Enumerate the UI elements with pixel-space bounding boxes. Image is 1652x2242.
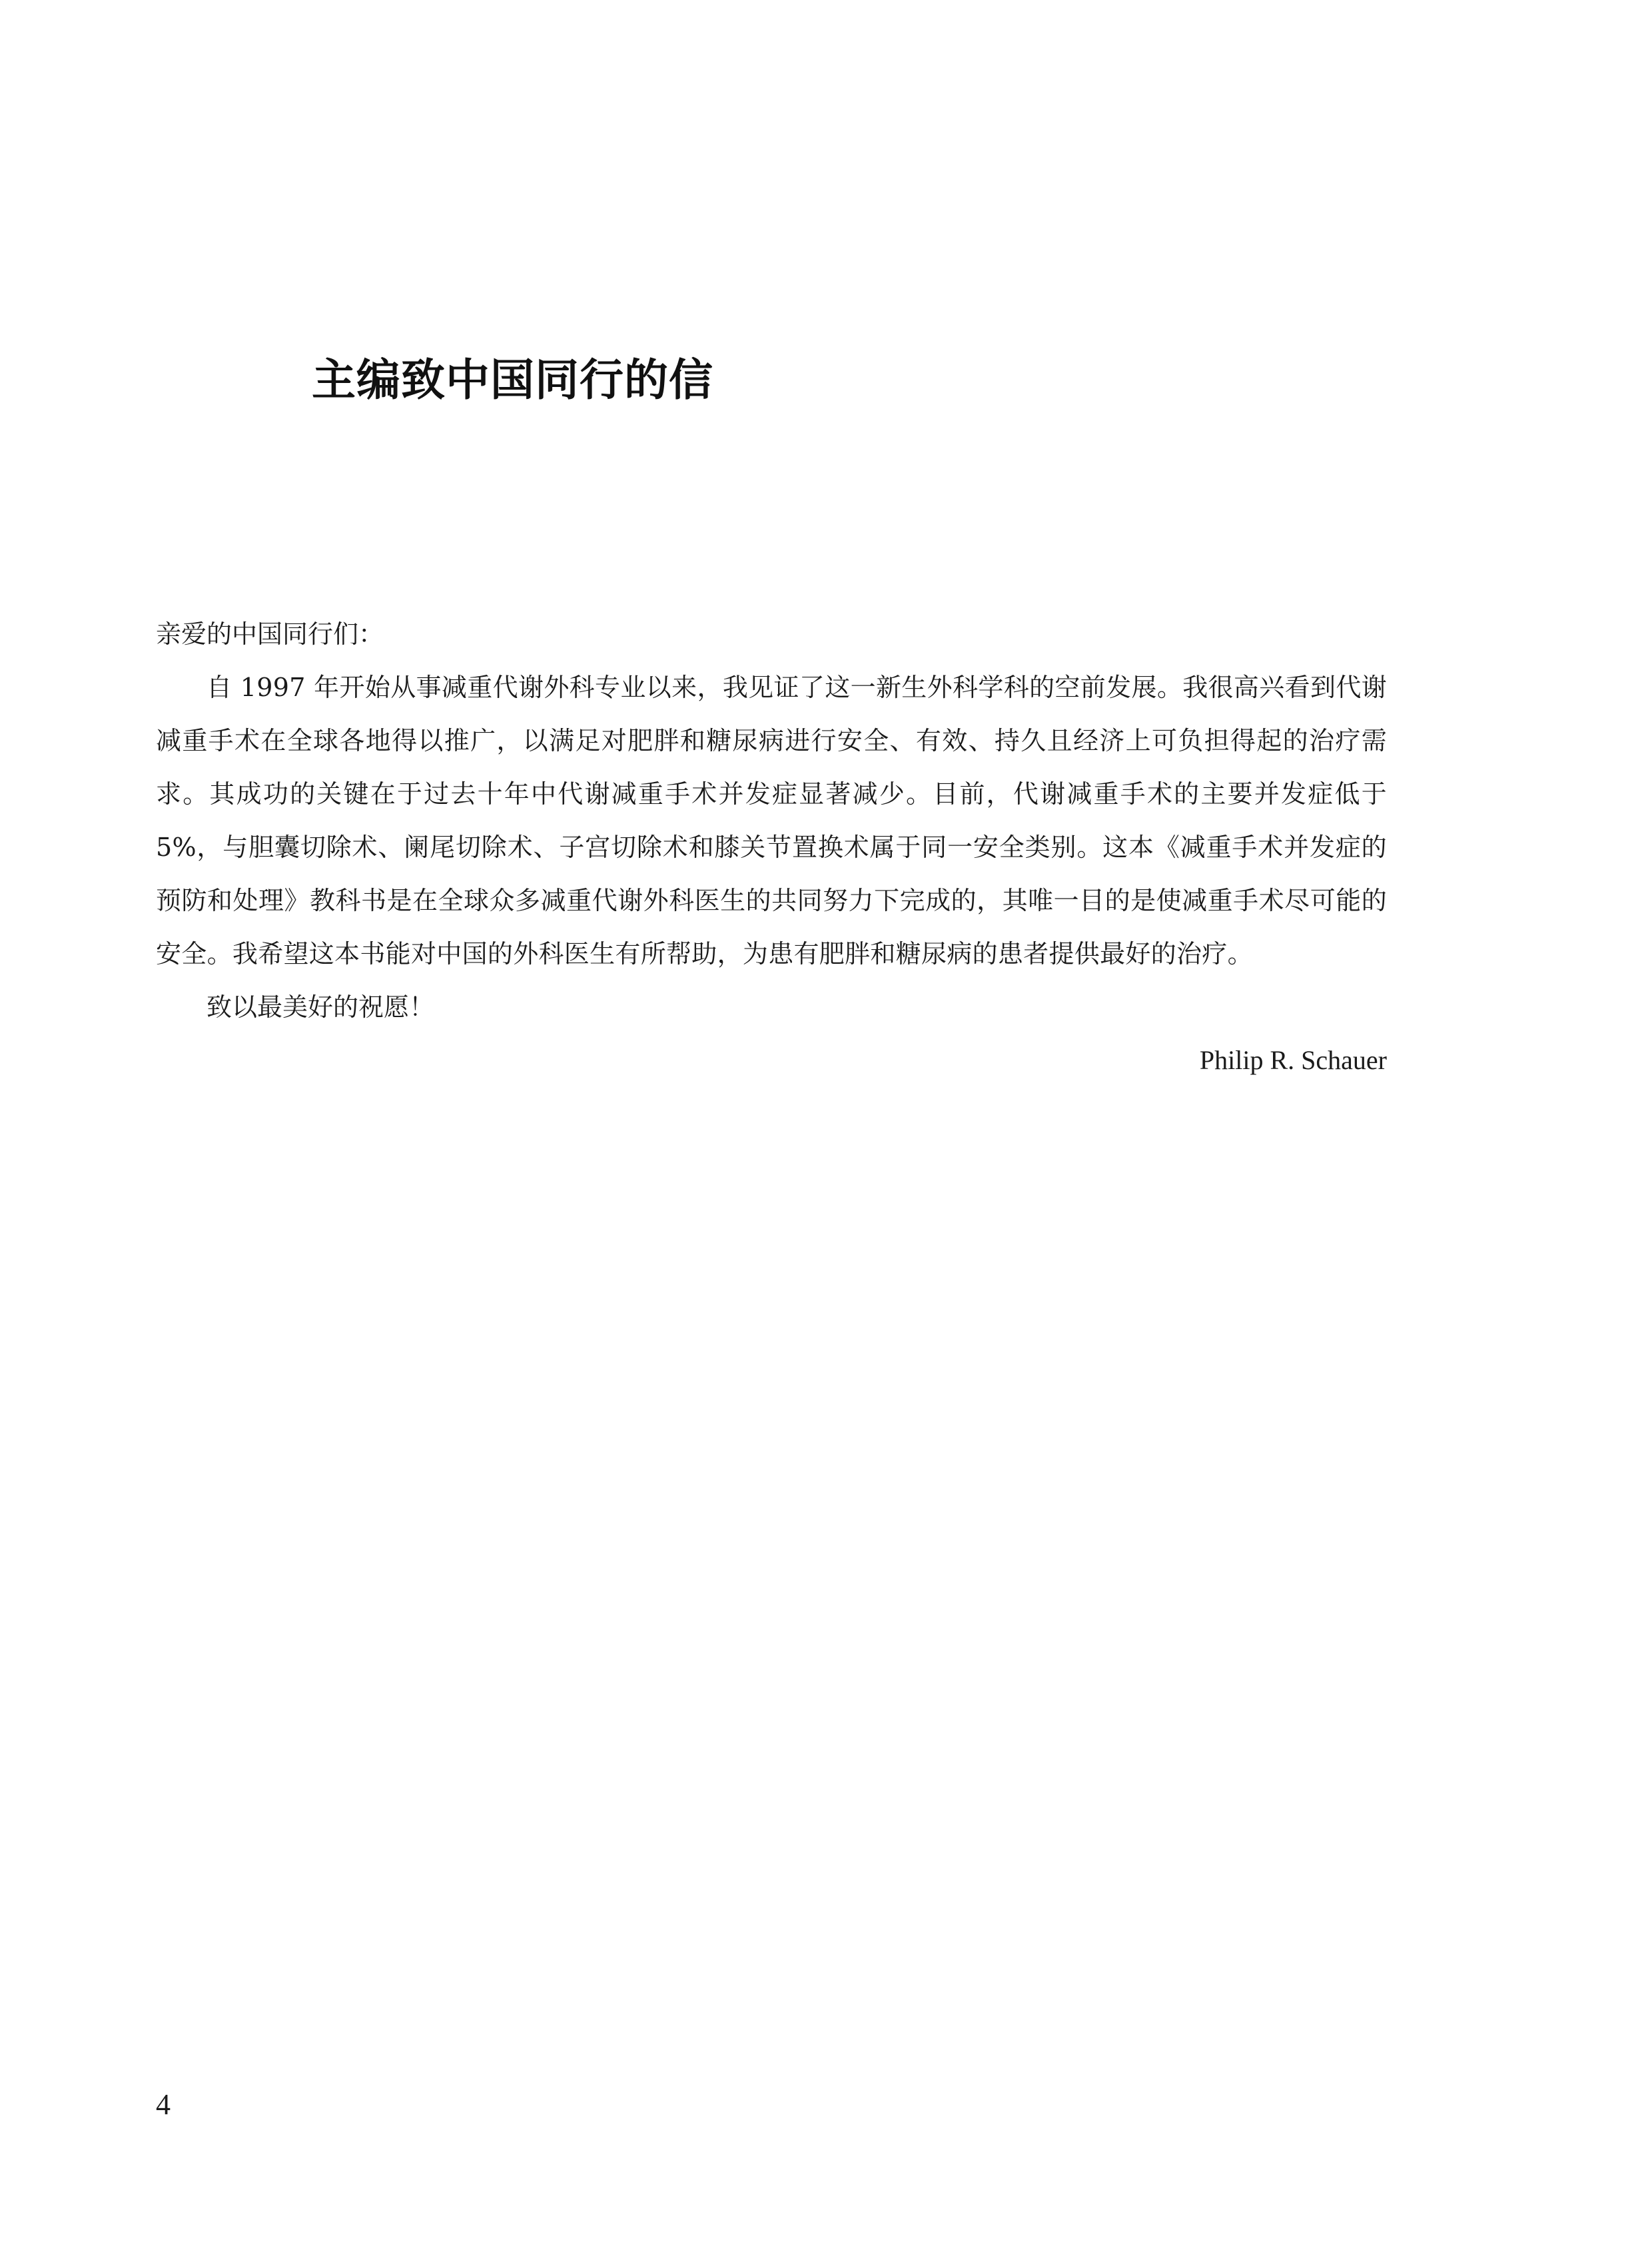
page-title: 主编致中国同行的信 xyxy=(312,354,713,406)
body-paragraph: 自 1997 年开始从事减重代谢外科专业以来，我见证了这一新生外科学科的空前发展。我很高兴看到代谢减重手术在全球各地得以推广，以满足对肥胖和糖尿病进行安全、有效、持久且经济上可负担得起的治疗需求。其成功的关键在于过去十年中代谢减重手术并发症显著减少。目前，代谢减重手术的主要并发症低于 5%，与胆囊切除术、阑尾切除术、子宫切除术和膝关节置换术属于同一安全类别。这本《减重手术并发症的预防和处理》教科书是在全球众多减重代谢外科医生的共同努力下完成的，其唯一目的是使减重手术尽可能的安全。我希望这本书能对中国的外科医生有所帮助，为患有肥胖和糖尿病的患者提供最好的治疗。 xyxy=(156,673,1387,968)
signature: Philip R. Schauer xyxy=(1199,1045,1387,1075)
greeting: 亲爱的中国同行们： xyxy=(156,619,384,649)
closing-line: 致以最美好的祝愿！ xyxy=(206,992,435,1022)
page-number: 4 xyxy=(156,2088,171,2121)
letter-body xyxy=(156,607,1387,1087)
